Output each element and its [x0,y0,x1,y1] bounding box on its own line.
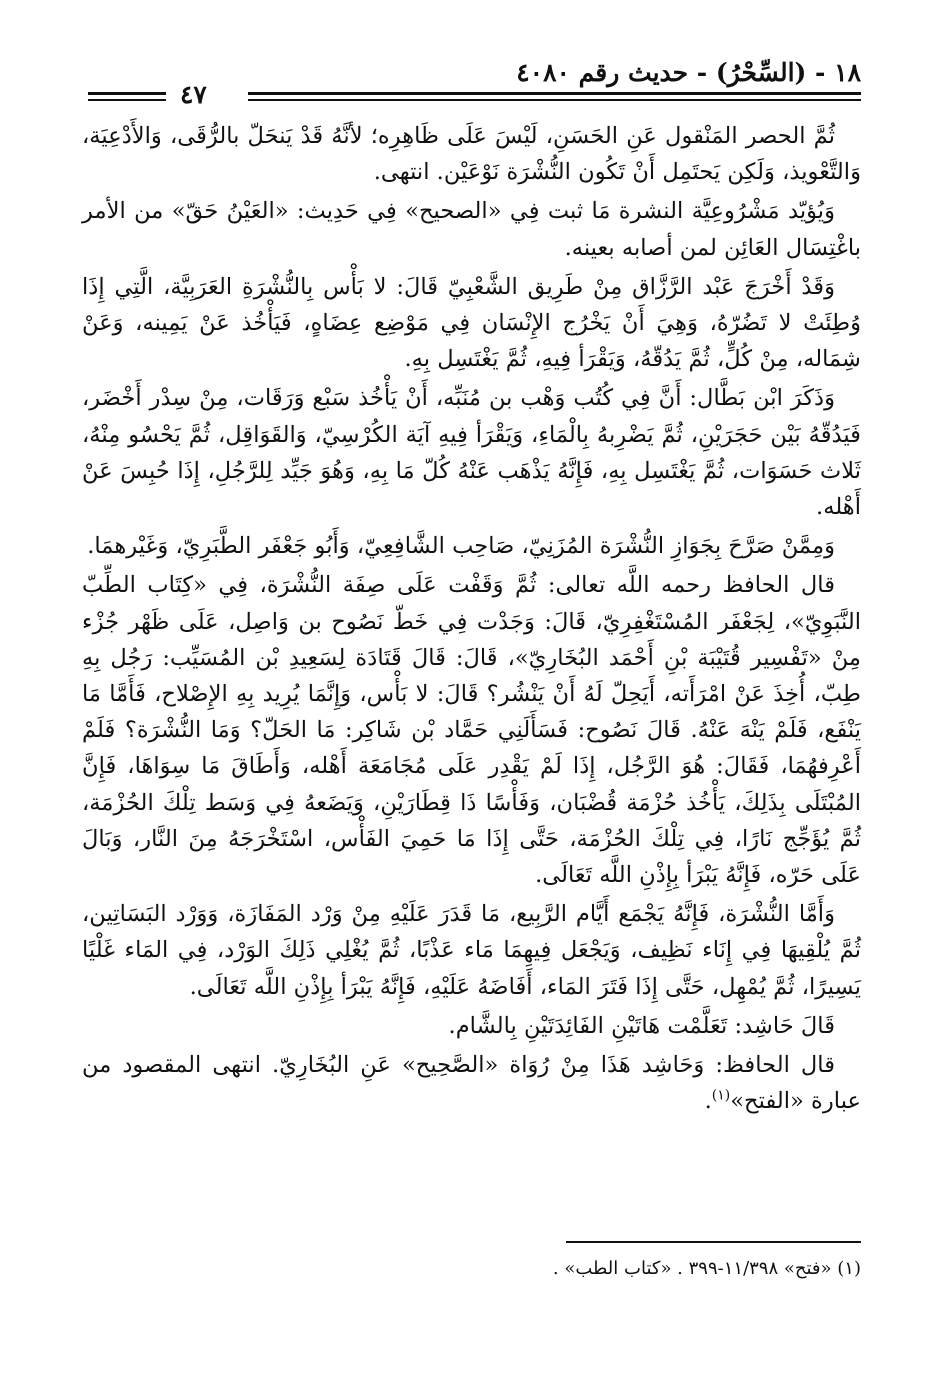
footnote-separator [566,1241,861,1243]
header-rule-right-thin [248,99,861,101]
footnote-marker: (١) [711,1087,731,1104]
paragraph: وَمِمَّنْ صَرَّحَ بِجَوَازِ النُّشْرَة المُزَنِيّ، صَاحِب الشَّافِعِيّ، وَأَبُو جَعْفَر الطَّبَرِيّ، وَغَيْرهمَا. [87,533,835,560]
header-rule-left [88,92,166,95]
header-rule-right [248,92,861,95]
paragraph-last: قال الحافظ: وَحَاشِد هَذَا مِنْ رُوَاة «الصَّحِيح» عَنِ البُخَارِيّ. انتهى المقصود من عبارة «الفتح»$^{(١)}$. [82,1052,861,1115]
header-rule-left-thin [88,99,166,101]
page-number: ٤٧ [180,80,207,109]
page-header-title: ١٨ - (السِّحْرُ) - حديث رقم ٤٠٨٠ [516,58,861,87]
body-text [82,118,861,1122]
paragraph: قال الحافظ رحمه اللَّه تعالى: ثُمَّ وَقَفْت عَلَى صِفَة النُّشْرَة، فِي «كِتَاب الطِّبّ النَّبَوِيّ»، لِجَعْفَر المُسْتَغْفِرِيّ، قَالَ: وَجَدْت فِي خَطّ نَصُوح بن وَاصِل، عَلَى ظَهْر جُزْء مِنْ «تَفْسِير قُتَيْبَة بْنِ أَحْمَد البُخَارِيّ»، قَالَ: قَالَ قَتَادَة لِسَعِيدِ بْن المُسَيِّب: رَجُل بِهِ طِبّ، أُخِذَ عَنْ امْرَأَته، أَيَحِلّ لَهُ أَنْ يَنْشُر؟ قَالَ: لا بَأْس، وَإِنَّمَا يُرِيد بِهِ الإِصْلاح، فَأَمَّا مَا يَنْفَع، فَلَمْ يَنْهَ عَنْهُ. قَالَ نَصُوح: فَسَأَلَنِي حَمَّاد بْن شَاكِر: مَا الحَلّ؟ وَمَا النُّشْرَة؟ فَلَمْ أَعْرِفهُمَا، فَقَالَ: هُوَ الرَّجُل، إِذَا لَمْ يَقْدِر عَلَى مُجَامَعَة أَهْله، وَأَطَاقَ مَا سِوَاهَا، فَإِنَّ المُبْتَلَى بِذَلِكَ، يَأْخُذ حُزْمَة قُضْبَان، وَفَأْسًا ذَا قِطَارَيْنِ، وَيَضَعهُ فِي وَسَط تِلْكَ الحُزْمَة، ثُمَّ يُؤَجِّج نَارًا، فِي تِلْكَ الحُزْمَة، حَتَّى إِذَا مَا حَمِيَ الفَأْس، اسْتَخْرَجَهُ مِنَ النَّار، وَبَالَ عَلَى حَرّه، فَإِنَّهُ يَبْرَأ بِإِذْنِ اللَّه تَعَالَى. [82,572,861,889]
paragraph: وَقَدْ أَخْرَجَ عَبْد الرَّزَّاق مِنْ طَرِيق الشَّعْبِيّ قَالَ: لا بَأْس بِالنُّشْرَةِ العَرَبِيَّة، الَّتِي إِذَا وُطِئَتْ لا تَضُرّهُ، وَهِيَ أَنْ يَخْرُج الإِنْسَان فِي مَوْضِع عِضَاهٍ، فَيَأْخُذ عَنْ يَمِينه، وَعَنْ شِمَاله، مِنْ كُلٍّ، ثُمَّ يَدُقّهُ، وَيَقْرَأ فِيهِ، ثُمَّ يَغْتَسِل بِهِ. [82,273,861,373]
paragraph: ثُمَّ الحصر المَنْقول عَنِ الحَسَنِ، لَيْسَ عَلَى ظَاهِرِه؛ لأنَّهُ قَدْ يَنحَلّ بالرُّقَى، وَالأَدْعِيَة، وَالتَّعْويذ، وَلَكِن يَحتَمِل أَنْ تَكُون النُّشْرَة نَوْعَيْن. انتهى. [82,123,861,186]
paragraph: وَذَكَرَ ابْن بَطَّال: أَنَّ فِي كُتُب وَهْب بن مُنَبِّه، أَنْ يَأْخُذ سَبْع وَرَقَات، مِنْ سِدْر أَخْضَر، فَيَدُقّهُ بَيْن حَجَرَيْنِ، ثُمَّ يَضْرِبهُ بِالْمَاءِ، وَيَقْرَأ فِيهِ آيَة الكُرْسِيّ، وَالقَوَاقِل، ثُمَّ يَحْسُو مِنْهُ، ثَلاث حَسَوَات، ثُمَّ يَغْتَسِل بِهِ، فَإِنَّهُ يَذْهَب عَنْهُ كُلّ مَا بِهِ، وَهُوَ جَيِّد لِلرَّجُلِ، إِذَا حُبِسَ عَنْ أَهْله. [82,385,861,521]
paragraph: قَالَ حَاشِد: تَعَلَّمْت هَاتَيْنِ الفَائِدَتَيْنِ بِالشَّام. [448,1012,835,1039]
footnote: (١) «فتح» ١١/٣٩٨-٣٩٩ . «كتاب الطب» . [552,1258,861,1279]
paragraph: وَأَمَّا النُّشْرَة، فَإِنَّهُ يَجْمَع أَيَّام الرَّبِيع، مَا قَدَرَ عَلَيْهِ مِنْ وَرْد المَفَازَة، وَوَرْد البَسَاتِين، ثُمَّ يُلْقِيهَا فِي إِنَاء نَظِيف، وَيَجْعَل فِيهِمَا مَاء عَذْبًا، ثُمَّ يُغْلِي ذَلِكَ الوَرْد، فِي المَاء غَلْيًا يَسِيرًا، ثُمَّ يُمْهِل، حَتَّى إِذَا فَتَرَ المَاء، أَفَاضَهُ عَلَيْهِ، فَإِنَّهُ يَبْرَأ بِإِذْنِ اللَّه تَعَالَى. [82,901,861,1000]
paragraph: وَيُؤيّد مَشْرُوعِيَّة النشرة مَا ثبت فِي «الصحيح» فِي حَدِيث: «العَيْنُ حَقّ» من الأمر باغْتِسَال العَائِن لمن أصابه بعينه. [82,198,861,261]
paragraph-text: قال الحافظ: وَحَاشِد هَذَا مِنْ رُوَاة «الصَّحِيح» عَنِ البُخَارِيّ. انتهى المقصود من عبارة «الفتح» [82,1052,861,1115]
